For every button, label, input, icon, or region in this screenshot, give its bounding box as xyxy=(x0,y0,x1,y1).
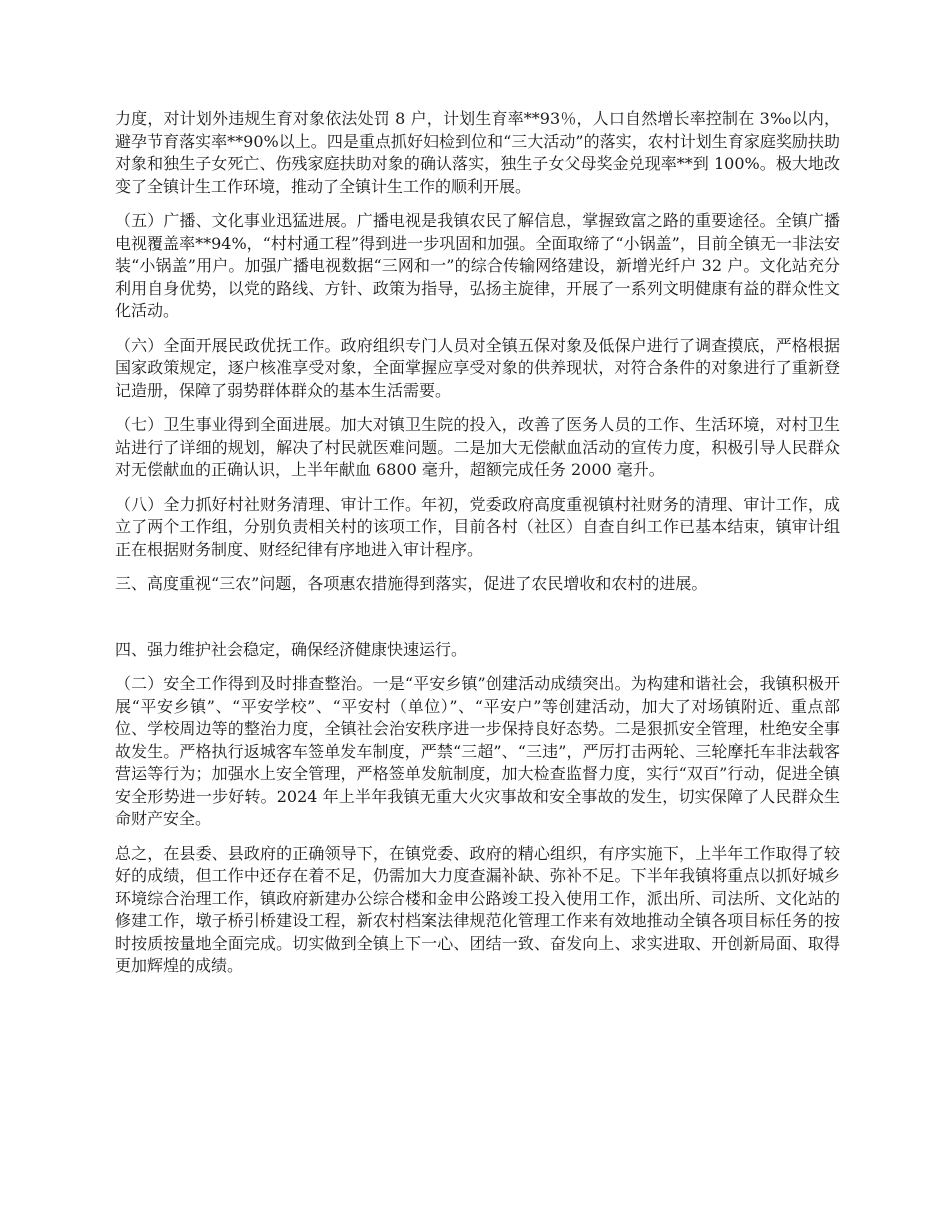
paragraph-gap xyxy=(115,608,840,639)
document-body xyxy=(115,108,840,990)
paragraph-finance-audit: （八）全力抓好村社财务清理、审计工作。年初，党委政府高度重视镇村社财务的清理、审计工作，成立了两个工作组，分别负责相关村的该项工作，目前各村（社区）自查自纠工作已基本结束，镇审计组正在根据财务制度、财经纪律有序地进入审计程序。 xyxy=(115,494,840,559)
paragraph-health: （七）卫生事业得到全面进展。加大对镇卫生院的投入，改善了医务人员的工作、生活环境，对村卫生站进行了详细的规划，解决了村民就医难问题。二是加大无偿献血活动的宣传力度，积极引导人民群众对无偿献血的正确认识，上半年献血 6800 毫升，超额完成任务 2000 毫升。 xyxy=(115,415,840,479)
paragraph-civil-affairs: （六）全面开展民政优抚工作。政府组织专门人员对全镇五保对象及低保户进行了调查摸底，严格根据国家政策规定，逐户核准享受对象，全面掌握应享受对象的供养现状，对符合条件的对象进行了重新登记造册，保障了弱势群体群众的基本生活需要。 xyxy=(115,335,840,400)
section-heading-three: 三、高度重视“三农”问题，各项惠农措施得到落实，促进了农民增收和农村的进展。 xyxy=(115,574,708,593)
paragraph-family-planning: 力度，对计划外违规生育对象依法处罚 8 户，计划生育率**93％，人口自然增长率控制在 3‰以内，避孕节育落实率**90%以上。四是重点抓好妇检到位和“三大活动”的落实，农村计划生育家庭奖励扶助对象和独生子女死亡、伤残家庭扶助对象的确认落实，独生子女父母奖金兑现率**到 100%。极大地改变了全镇计生工作环境，推动了全镇计生工作的顺利开展。 xyxy=(115,109,840,196)
paragraph-conclusion: 总之，在县委、县政府的正确领导下，在镇党委、政府的精心组织，有序实施下，上半年工作取得了较好的成绩，但工作中还存在着不足，仍需加大力度查漏补缺、弥补不足。下半年我镇将重点以抓好城乡环境综合治理工作，镇政府新建办公综合楼和金申公路竣工投入使用工作，派出所、司法所、文化站的修建工作，墩子桥引桥建设工程，新农村档案法律规范化管理工作来有效地推动全镇各项目标任务的按时按质按量地全面完成。切实做到全镇上下一心、团结一致、奋发向上、求实进取、开创新局面、取得更加辉煌的成绩。 xyxy=(115,843,840,975)
paragraph-broadcast-culture: （五）广播、文化事业迅猛进展。广播电视是我镇农民了解信息，掌握致富之路的重要途径。全镇广播电视覆盖率**94%，“村村通工程”得到进一步巩固和加强。全面取缔了“小锅盖”，目前全镇无一非法安装“小锅盖”用户。加强广播电视数据“三网和一”的综合传输网络建设，新增光纤户 32 户。文化站充分利用自身优势，以党的路线、方针、政策为指导，弘扬主旋律，开展了一系列文明健康有益的群众性文化活动。 xyxy=(115,211,840,320)
paragraph-safety: （二）安全工作得到及时排查整治。一是“平安乡镇”创建活动成绩突出。为构建和谐社会，我镇积极开展“平安乡镇”、“平安学校”、“平安村（单位）”、“平安户”等创建活动，加大了对场镇附近、重点部位、学校周边等的整治力度，全镇社会治安秩序进一步保持良好态势。二是狠抓安全管理，杜绝安全事故发生。严格执行返城客车签单发车制度，严禁“三超”、“三违”，严厉打击两轮、三轮摩托车非法载客营运等行为；加强水上安全管理，严格签单发航制度，加大检查监督力度，实行“双百”行动，促进全镇安全形势进一步好转。2024 年上半年我镇无重大火灾事故和安全事故的发生，切实保障了人民群众生命财产安全。 xyxy=(115,674,840,828)
section-heading-four: 四、强力维护社会稳定，确保经济健康快速运行。 xyxy=(115,639,468,659)
